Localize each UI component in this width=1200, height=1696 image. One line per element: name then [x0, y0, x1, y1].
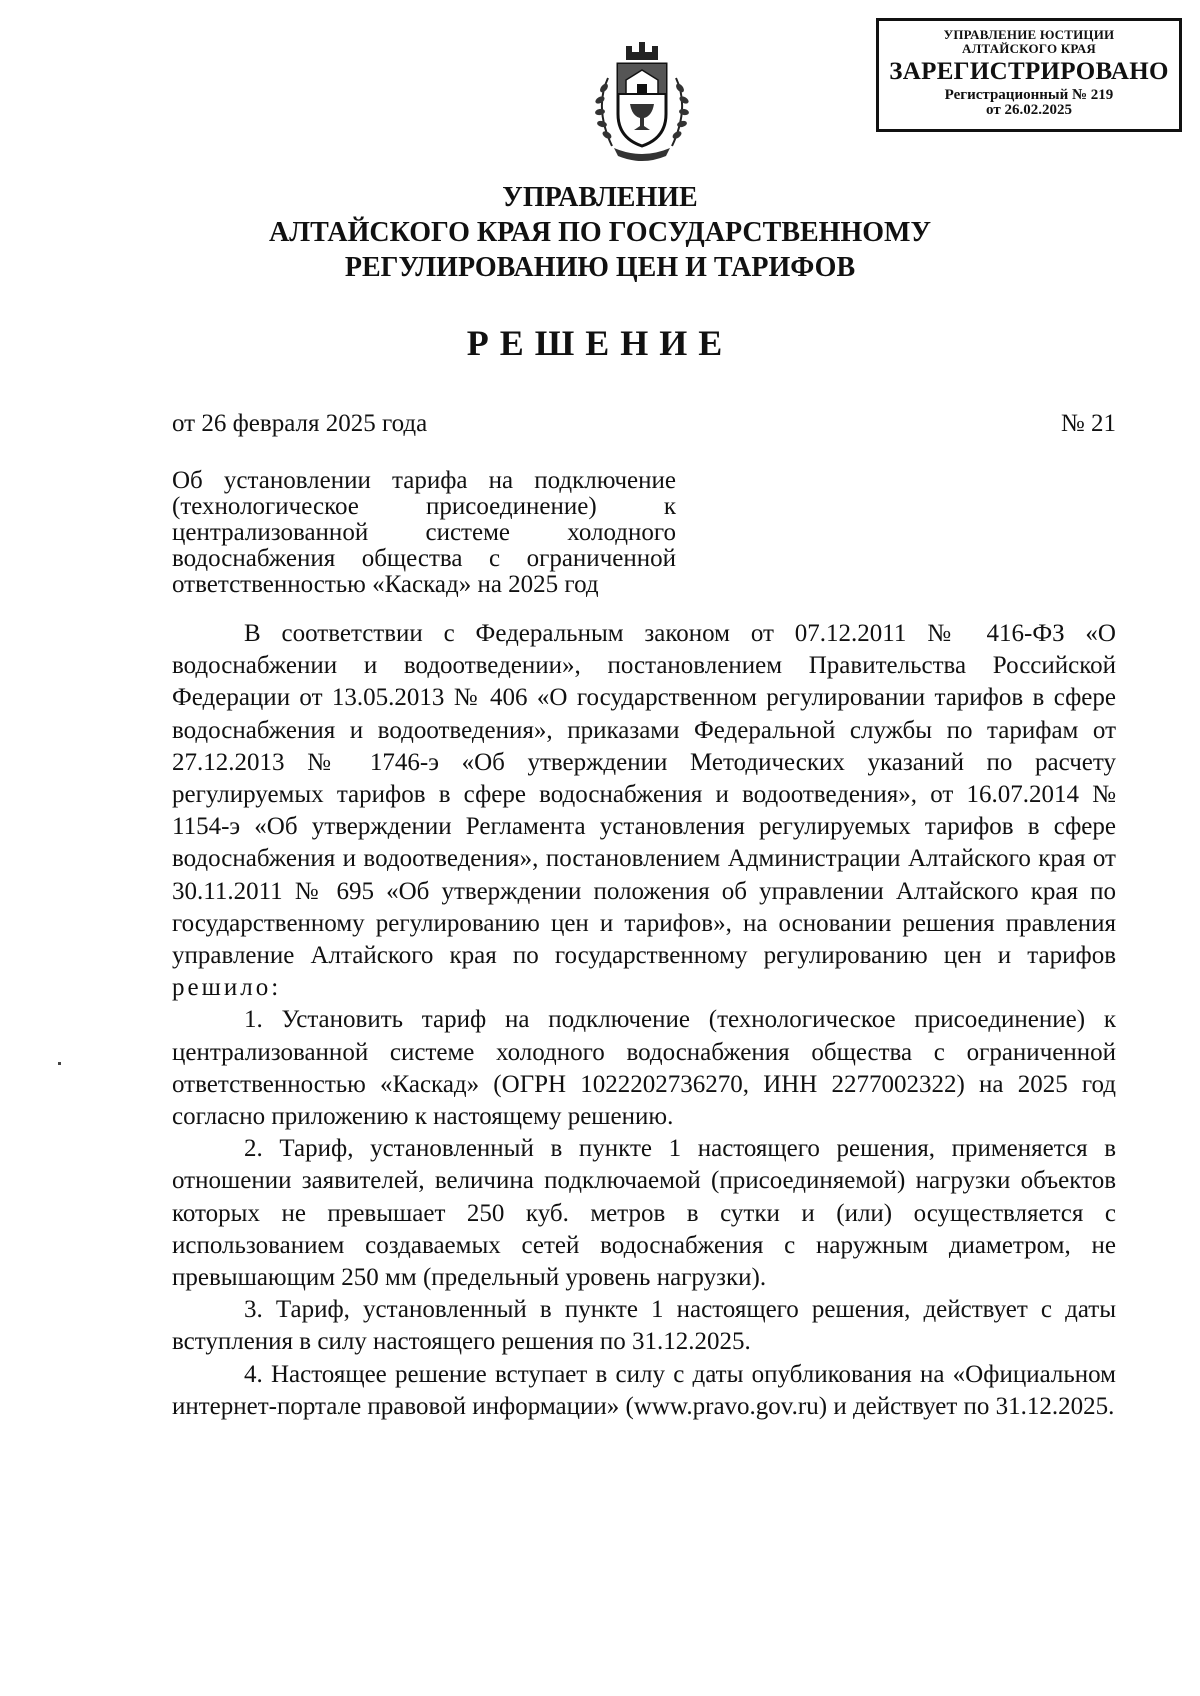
date-number-row — [172, 410, 1116, 438]
document-title: РЕШЕНИЕ — [466, 323, 734, 363]
document-body — [172, 618, 1116, 1423]
stamp-reg-date: от 26.02.2025 — [986, 102, 1072, 119]
coat-of-arms-icon — [578, 38, 706, 166]
item-3: 3. Тариф, установленный в пункте 1 настоящего решения, действует с даты вступления в силу настоящего решения по 31.12.2025. — [172, 1296, 1116, 1356]
preamble-paragraph — [172, 618, 1116, 1004]
stamp-org-line2: АЛТАЙСКОГО КРАЯ — [962, 40, 1096, 56]
preamble-colon: : — [271, 974, 279, 1002]
decided-word: решило — [172, 974, 272, 1002]
stamp-reg-number: Регистрационный № 219 — [944, 86, 1114, 103]
preamble-text: В соответствии с Федеральным законом от 07.12.2011 № 416-ФЗ «О водоснабжении и водоотведении», постановлением Правительства Российской Федерации от 13.05.2013 № 406 «О государственном регулировании тарифов в сфере водоснабжения и водоотведения», приказами Федеральной службы по тарифам от 27.12.2013 № 1746-э «Об утверждении Методических указаний по расчету регулируемых тарифов в сфере водоснабжения и водоотведения», от 16.07.2014 № 1154-э «Об утверждении Регламента установления регулируемых тарифов в сфере водоснабжения и водоотведения», постановлением Администрации Алтайского края от 30.11.2011 № 695 «Об утверждении положения об управлении Алтайского края по государственному регулированию цен и тарифов», на основании решения правления управление Алтайского края по государственному регулированию цен и тарифов — [172, 620, 1116, 970]
registration-stamp — [876, 18, 1182, 132]
margin-mark — [58, 1062, 61, 1065]
stamp-status: ЗАРЕГИСТРИРОВАНО — [889, 58, 1169, 86]
document-date: от 26 февраля 2025 года — [172, 410, 428, 437]
item-4: 4. Настоящее решение вступает в силу с даты опубликования на «Официальном интернет-портале правовой информации» (www.pravo.gov.ru) и действует по 31.12.2025. — [172, 1360, 1116, 1420]
issuer-header — [0, 180, 1200, 285]
issuer-header-line2: АЛТАЙСКОГО КРАЯ ПО ГОСУДАРСТВЕННОМУ — [269, 217, 931, 248]
document-subject: Об установлении тарифа на подключение (технологическое присоединение) к централизованной системе холодного водоснабжения общества с ограниченной ответственностью «Каскад» на 2025 год — [172, 467, 676, 598]
document-number: № 21 — [1060, 410, 1116, 437]
issuer-header-line3: РЕГУЛИРОВАНИЮ ЦЕН И ТАРИФОВ — [344, 252, 856, 283]
item-1: 1. Установить тариф на подключение (технологическое присоединение) к централизованной системе холодного водоснабжения общества с ограниченной ответственностью «Каскад» (ОГРН 1022202736270, ИНН 2277002322) на 2025 год согласно приложению к настоящему решению. — [172, 1006, 1116, 1131]
stamp-org-line1: УПРАВЛЕНИЕ ЮСТИЦИИ — [943, 27, 1115, 42]
item-2: 2. Тариф, установленный в пункте 1 настоящего решения, применяется в отношении заявителей, величина подключаемой (присоединяемой) нагрузки объектов которых не превышает 250 куб. метров в сутки и (или) осуществляется с использованием создаваемых сетей водоснабжения с наружным диаметром, не превышающим 250 мм (предельный уровень нагрузки). — [172, 1135, 1116, 1292]
issuer-header-line1: УПРАВЛЕНИЕ — [502, 182, 698, 213]
